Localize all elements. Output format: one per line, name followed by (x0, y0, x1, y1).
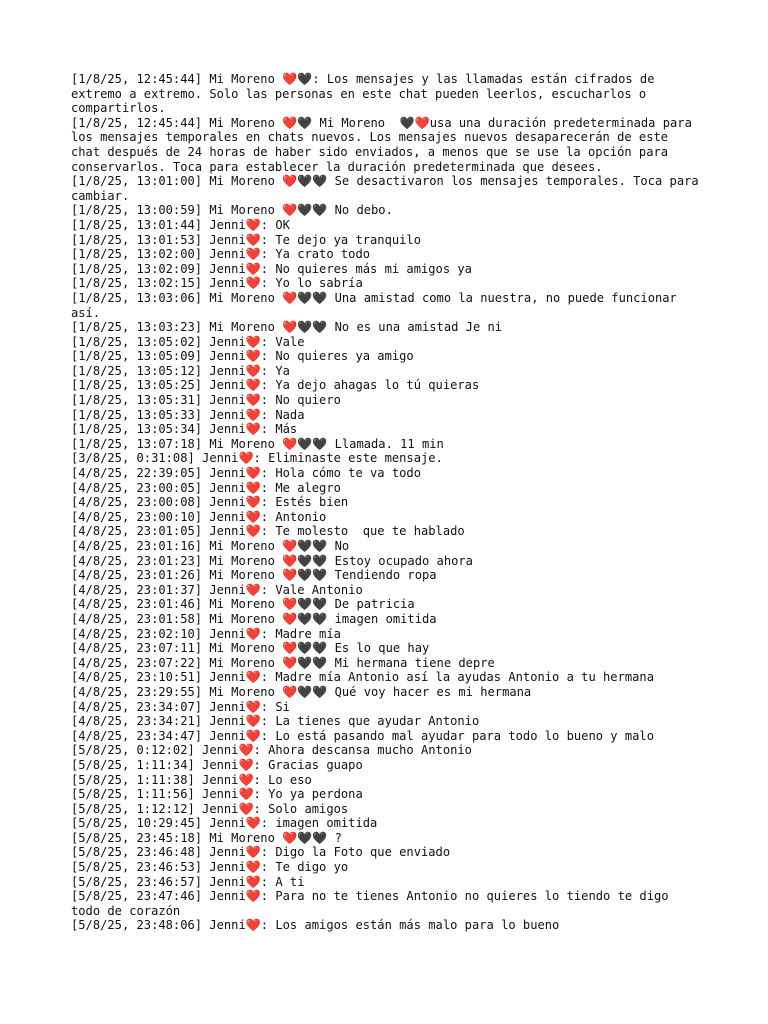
chat-line: [5/8/25, 1:11:38] Jenni❤️: Lo eso (71, 772, 312, 787)
chat-line: [1/8/25, 13:05:02] Jenni❤️: Vale (71, 334, 305, 349)
chat-line: [4/8/25, 23:01:37] Jenni❤️: Vale Antonio (71, 582, 363, 597)
chat-transcript (71, 72, 706, 933)
chat-line: [5/8/25, 0:12:02] Jenni❤️: Ahora descansa mucho Antonio (71, 743, 472, 758)
chat-line: [4/8/25, 23:34:21] Jenni❤️: La tienes que ayudar Antonio (71, 714, 480, 729)
chat-line: [1/8/25, 13:05:09] Jenni❤️: No quieres ya amigo (71, 349, 414, 364)
chat-line: [5/8/25, 1:12:12] Jenni❤️: Solo amigos (71, 801, 349, 816)
chat-line: [4/8/25, 23:10:51] Jenni❤️: Madre mía Antonio así la ayudas Antonio a tu hermana (71, 670, 654, 685)
chat-line: [5/8/25, 1:11:56] Jenni❤️: Yo ya perdona (71, 787, 363, 802)
chat-line: [4/8/25, 23:01:46] Mi Moreno ❤️🖤🖤 De patricia (71, 597, 415, 612)
chat-line: [4/8/25, 23:07:11] Mi Moreno ❤️🖤🖤 Es lo que hay (71, 641, 430, 656)
chat-line: [4/8/25, 23:29:55] Mi Moreno ❤️🖤🖤 Qué voy hacer es mi hermana (71, 684, 532, 699)
chat-line: [1/8/25, 12:45:44] Mi Moreno ❤️🖤 Mi Moreno 🖤❤️usa una duración predeterminada para los mensajes temporales en chats nuevos. Los mensajes nuevos desaparecerán de este chat después de 24 horas de haber sido enviados, a menos que se use la opción para conservarlos. Toca para establecer la duración predeterminada que desees. (71, 115, 700, 174)
chat-line: [1/8/25, 13:01:00] Mi Moreno ❤️🖤🖤 Se desactivaron los mensajes temporales. Toca para cambiar. (71, 174, 706, 203)
chat-line: [5/8/25, 1:11:34] Jenni❤️: Gracias guapo (71, 757, 363, 772)
chat-line: [5/8/25, 23:46:57] Jenni❤️: A ti (71, 874, 305, 889)
chat-line: [5/8/25, 10:29:45] Jenni❤️: imagen omitida (71, 816, 378, 831)
chat-line: [1/8/25, 13:03:23] Mi Moreno ❤️🖤🖤 No es una amistad Je ni (71, 320, 503, 335)
chat-line: [4/8/25, 23:01:05] Jenni❤️: Te molesto que te hablado (71, 524, 465, 539)
chat-line: [1/8/25, 13:05:31] Jenni❤️: No quiero (71, 393, 341, 408)
chat-line: [1/8/25, 13:02:15] Jenni❤️: Yo lo sabría (71, 276, 363, 291)
chat-line: [4/8/25, 22:39:05] Jenni❤️: Hola cómo te va todo (71, 466, 421, 481)
chat-line: [4/8/25, 23:00:05] Jenni❤️: Me alegro (71, 480, 341, 495)
chat-line: [5/8/25, 23:47:46] Jenni❤️: Para no te tienes Antonio no quieres lo tiendo te digo todo de corazón (71, 889, 676, 918)
chat-line: [1/8/25, 13:05:25] Jenni❤️: Ya dejo ahagas lo tú quieras (71, 378, 480, 393)
chat-line: [4/8/25, 23:02:10] Jenni❤️: Madre mía (71, 626, 341, 641)
chat-line: [4/8/25, 23:00:10] Jenni❤️: Antonio (71, 509, 327, 524)
chat-line: [4/8/25, 23:00:08] Jenni❤️: Estés bien (71, 495, 349, 510)
chat-line: [3/8/25, 0:31:08] Jenni❤️: Eliminaste este mensaje. (71, 451, 443, 466)
chat-line: [4/8/25, 23:01:26] Mi Moreno ❤️🖤🖤 Tendiendo ropa (71, 568, 437, 583)
chat-line: [5/8/25, 23:46:48] Jenni❤️: Digo la Foto que enviado (71, 845, 451, 860)
chat-line: [1/8/25, 13:00:59] Mi Moreno ❤️🖤🖤 No debo. (71, 203, 393, 218)
chat-line: [4/8/25, 23:34:07] Jenni❤️: Si (71, 699, 290, 714)
chat-line: [1/8/25, 13:07:18] Mi Moreno ❤️🖤🖤 Llamada. 11 min (71, 436, 444, 451)
chat-line: [5/8/25, 23:45:18] Mi Moreno ❤️🖤🖤 ? (71, 830, 342, 845)
chat-line: [1/8/25, 13:05:12] Jenni❤️: Ya (71, 363, 290, 378)
chat-line: [4/8/25, 23:01:23] Mi Moreno ❤️🖤🖤 Estoy ocupado ahora (71, 553, 473, 568)
chat-line: [1/8/25, 13:02:00] Jenni❤️: Ya crato todo (71, 247, 371, 262)
chat-line: [1/8/25, 13:01:44] Jenni❤️: OK (71, 217, 290, 232)
chat-line: [4/8/25, 23:01:58] Mi Moreno ❤️🖤🖤 imagen omitida (71, 611, 437, 626)
chat-line: [4/8/25, 23:01:16] Mi Moreno ❤️🖤🖤 No (71, 539, 350, 553)
chat-line: [5/8/25, 23:48:06] Jenni❤️: Los amigos están más malo para lo bueno (71, 918, 560, 933)
chat-line: [5/8/25, 23:46:53] Jenni❤️: Te digo yo (71, 860, 349, 875)
chat-line: [1/8/25, 13:05:33] Jenni❤️: Nada (71, 407, 305, 422)
chat-line: [1/8/25, 13:05:34] Jenni❤️: Más (71, 422, 298, 437)
chat-line: [1/8/25, 13:02:09] Jenni❤️: No quieres más mi amigos ya (71, 261, 472, 276)
chat-line: [1/8/25, 13:01:53] Jenni❤️: Te dejo ya tranquilo (71, 232, 421, 247)
chat-line: [1/8/25, 13:03:06] Mi Moreno ❤️🖤🖤 Una amistad como la nuestra, no puede funcionar así. (71, 290, 685, 320)
chat-line: [1/8/25, 12:45:44] Mi Moreno ❤️🖤: Los mensajes y las llamadas están cifrados de extremo a extremo. Solo las personas en este chat pueden leerlos, escucharlos o compartirlos. (71, 72, 662, 116)
chat-line: [4/8/25, 23:07:22] Mi Moreno ❤️🖤🖤 Mi hermana tiene depre (71, 655, 495, 670)
chat-line: [4/8/25, 23:34:47] Jenni❤️: Lo está pasando mal ayudar para todo lo bueno y malo (71, 728, 654, 743)
